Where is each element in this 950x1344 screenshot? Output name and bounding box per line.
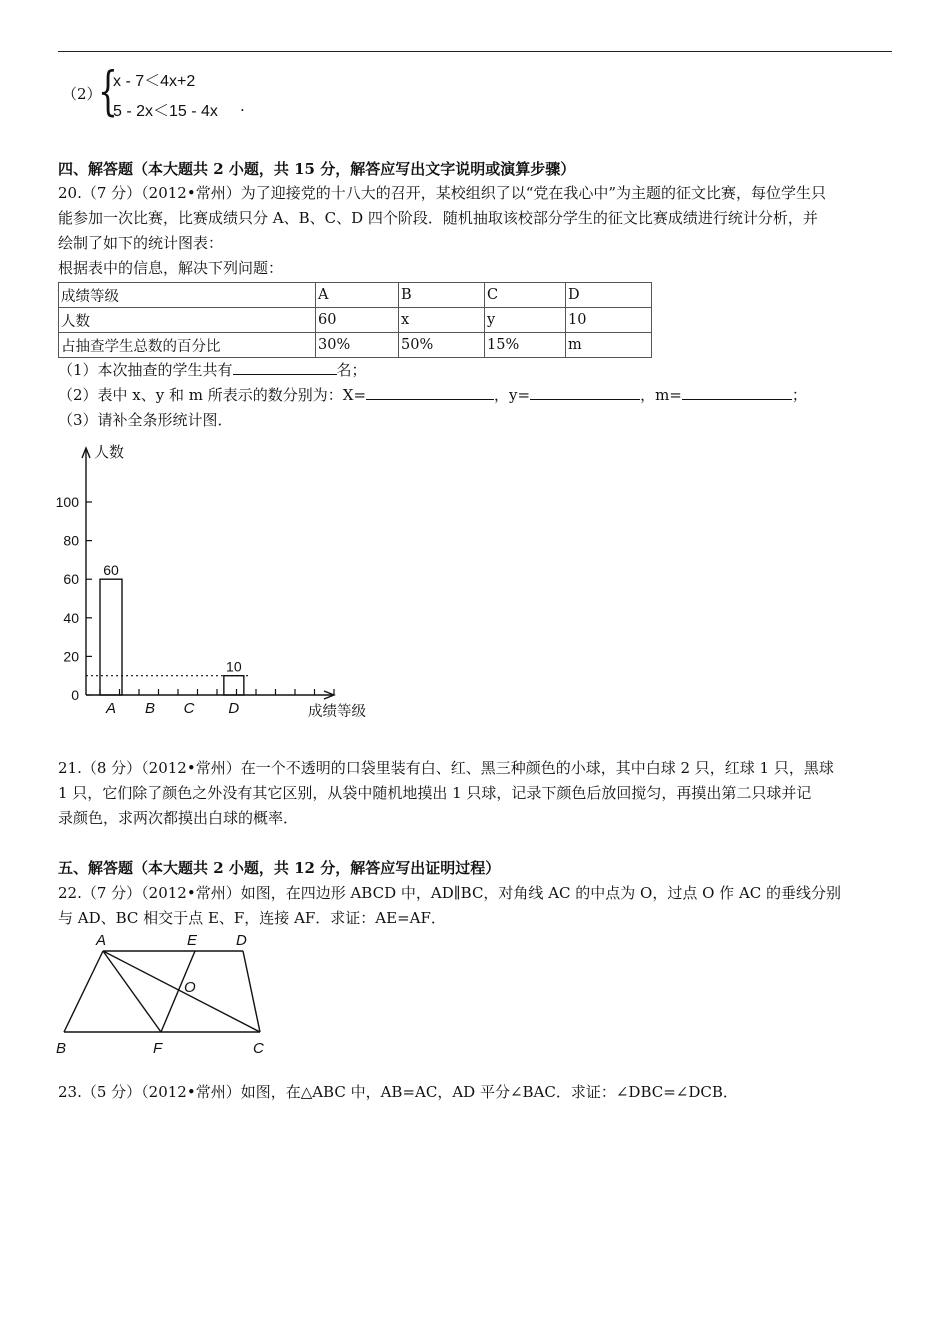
quadrilateral-figure: [50, 928, 280, 1060]
table-row: [59, 308, 652, 333]
inequality-end-dot: .: [240, 97, 245, 115]
q20-text-line1: 20.（7 分）（2012•常州）为了迎接党的十八大的召开，某校组织了以“党在我心中”为主题的征文比赛，每位学生只: [58, 184, 827, 202]
category-label: D: [228, 700, 240, 717]
table-cell: A: [316, 283, 399, 308]
table-cell: C: [485, 283, 566, 308]
table-cell: 30%: [316, 333, 399, 358]
q20-text-line3: 绘制了如下的统计图表：: [58, 234, 224, 252]
q22-line2: 与 AD、BC 相交于点 E、F，连接 AF．求证：AE=AF．: [58, 909, 446, 927]
bar-data-label: 10: [226, 658, 242, 675]
bar-a: [100, 579, 122, 695]
table-cell: y: [485, 308, 566, 333]
q23-line1: 23.（5 分）（2012•常州）如图，在△ABC 中，AB=AC，AD 平分∠BAC．求证：∠DBC=∠DCB．: [58, 1083, 738, 1101]
bar-data-label: 60: [103, 562, 119, 579]
bar-chart: [50, 438, 390, 728]
left-brace: {: [98, 62, 118, 122]
top-rule: [58, 51, 892, 52]
table-cell: m: [566, 333, 652, 358]
point-label: A: [96, 932, 107, 949]
q20-sub2-y: ，y=: [494, 386, 531, 404]
q20-sub2-m: ，m=: [640, 386, 682, 404]
q19-part2-label: （2）: [62, 85, 102, 103]
inequality-line-1: x - 7＜4x+2: [113, 73, 196, 90]
x-axis-title: 成绩等级: [308, 704, 366, 720]
answer-blank-x: [366, 385, 494, 400]
q20-sub3: （3）请补全条形统计图．: [58, 411, 233, 429]
point-label: F: [153, 1040, 163, 1057]
q20-sub1-suffix: 名；: [336, 361, 367, 379]
y-axis-title: 人数: [94, 444, 125, 461]
q21-line3: 录颜色，求两次都摸出白球的概率．: [58, 809, 299, 827]
category-label: A: [105, 700, 117, 717]
section5-title: 五、解答题（本大题共 2 小题，共 12 分，解答应写出证明过程）: [58, 859, 501, 877]
answer-blank-y: [530, 385, 640, 400]
y-tick-label: 0: [71, 687, 79, 703]
y-tick-label: 40: [63, 609, 79, 626]
segment-ac: [103, 951, 260, 1032]
bar-d: [224, 676, 244, 695]
score-table: [58, 282, 652, 358]
table-cell: x: [399, 308, 485, 333]
category-label: C: [183, 700, 195, 717]
inequality-line-2: 5 - 2x＜15 - 4x: [113, 103, 218, 120]
q20-sub2-prefix: （2）表中 x、y 和 m 所表示的数分别为：X=: [58, 386, 367, 404]
q20-text-line2: 能参加一次比赛，比赛成绩只分 A、B、C、D 四个阶段．随机抽取该校部分学生的征文比赛成绩进行统计分析，并: [58, 209, 818, 227]
y-tick-label: 80: [63, 532, 79, 549]
category-label: B: [144, 700, 156, 717]
segment-ab: [64, 951, 103, 1032]
segment-af: [103, 951, 161, 1032]
table-cell: 50%: [399, 333, 485, 358]
point-label: C: [253, 1040, 264, 1057]
q20-sub1-prefix: （1）本次抽查的学生共有: [58, 361, 233, 379]
point-label: E: [187, 932, 198, 949]
table-cell: 10: [566, 308, 652, 333]
point-label: B: [56, 1040, 67, 1057]
q20-text-line4: 根据表中的信息，解决下列问题：: [58, 259, 284, 277]
answer-blank-m: [682, 385, 792, 400]
table-cell: 人数: [59, 308, 316, 333]
table-cell: 占抽查学生总数的百分比: [59, 333, 316, 358]
table-cell: 15%: [485, 333, 566, 358]
q21-line1: 21.（8 分）（2012•常州）在一个不透明的口袋里装有白、红、黑三种颜色的小球，其中白球 2 只，红球 1 只，黑球: [58, 759, 834, 777]
q20-sub2-end: ；: [791, 386, 807, 404]
y-tick-label: 60: [63, 571, 79, 588]
table-cell: 成绩等级: [59, 283, 316, 308]
q20-sub2: [58, 384, 892, 406]
answer-blank-total: [233, 360, 337, 375]
section4-title: 四、解答题（本大题共 2 小题，共 15 分，解答应写出文字说明或演算步骤）: [58, 160, 576, 178]
table-row: [59, 283, 652, 308]
q21-line2: 1 只，它们除了颜色之外没有其它区别，从袋中随机地摸出 1 只球，记录下颜色后放回搅匀，再摸出第二只球并记: [58, 784, 812, 802]
table-row: [59, 333, 652, 358]
point-label: O: [184, 979, 196, 996]
table-cell: B: [399, 283, 485, 308]
segment-dc: [243, 951, 260, 1032]
q22-line1: 22.（7 分）（2012•常州）如图，在四边形 ABCD 中，AD∥BC，对角线 AC 的中点为 O，过点 O 作 AC 的垂线分别: [58, 884, 842, 902]
y-tick-label: 100: [55, 494, 79, 510]
point-label: D: [236, 932, 247, 949]
q20-sub1: [58, 359, 892, 381]
table-cell: D: [566, 283, 652, 308]
y-tick-label: 20: [63, 648, 79, 665]
table-cell: 60: [316, 308, 399, 333]
